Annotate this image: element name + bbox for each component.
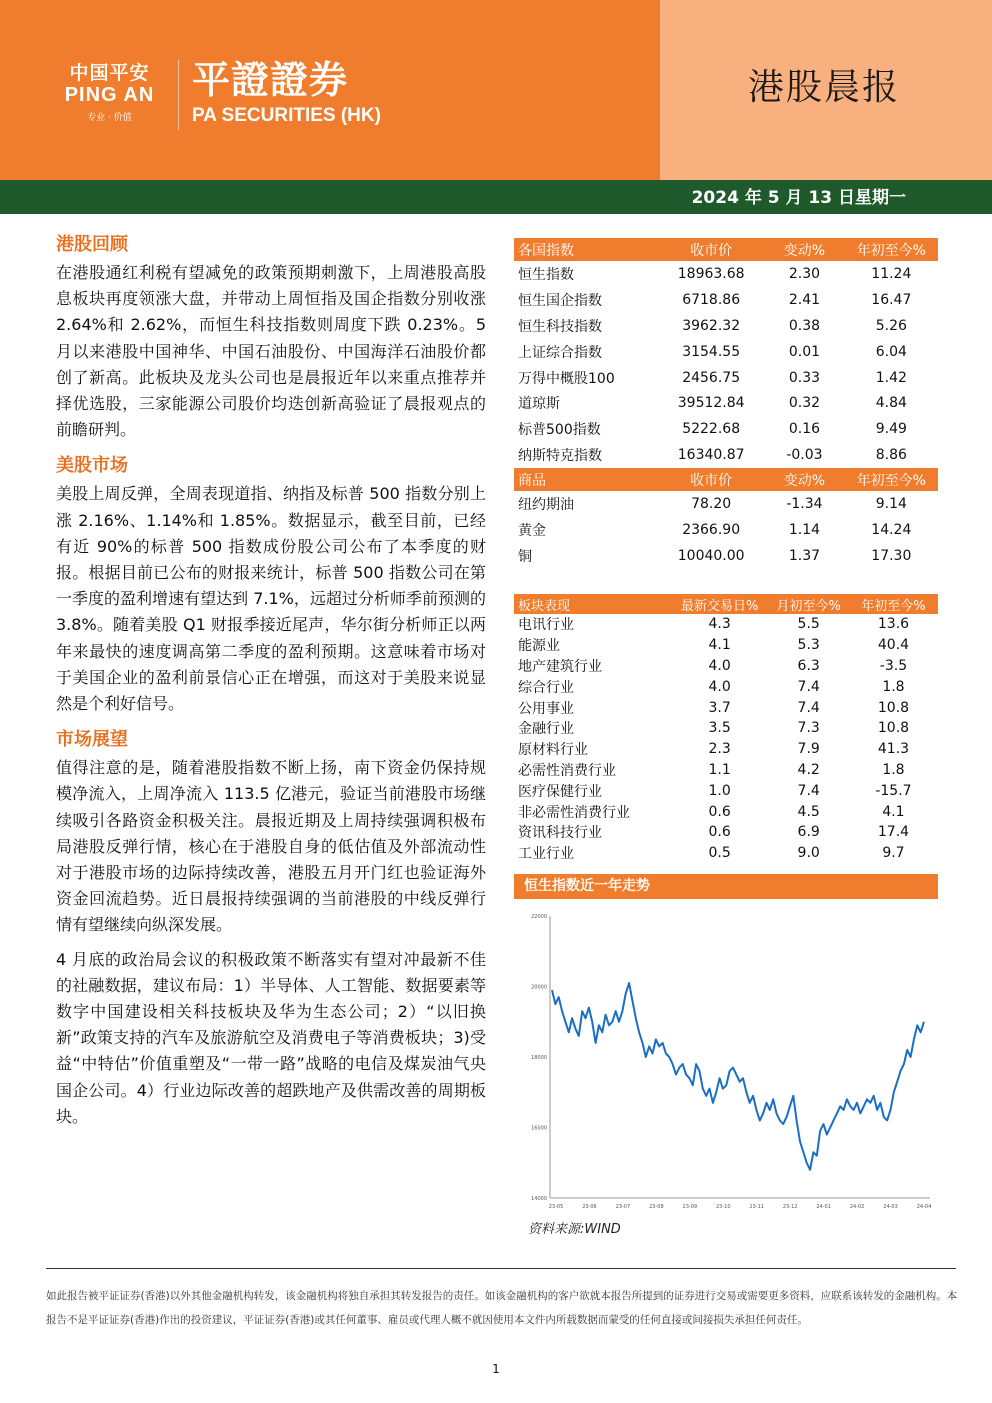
cell-value: 17.30 <box>871 547 912 564</box>
sector-row <box>514 822 938 843</box>
cell-value: 5.3 <box>797 637 820 654</box>
cell-value: 0.01 <box>788 343 821 360</box>
cell-value: 18963.68 <box>677 265 745 282</box>
cell-value: 6718.86 <box>682 291 741 308</box>
section-paragraph: 值得注意的是，随着港股指数不断上扬，南下资金仍保持规模净流入，上周净流入 113.5 亿港元，验证当前港股市场继续吸引各路资金积极关注。晨报近期及上周持续强调积极布局港股反弹行情，核心在于港股自身的低估值及外部流动性对于港股市场的边际持续改善，港股五月开门红也验证海外资金回流趋势。近日晨报持续强调的当前港股的中线反弹行情有望继续向纵深发展。 <box>56 758 486 935</box>
cell-value: 1.14 <box>788 521 821 538</box>
footer-disclaimer: 如此报告被平证证券(香港)以外其他金融机构转发，该金融机构将独自承担其转发报告的责任。如该金融机构的客户欲就本报告所提到的证券进行交易或需要更多资料，应联系该转发的金融机构。本报告不是平证证券(香港)作出的投资建议，平证证券(香港)或其任何董事、雇员或代理人概不就因使用本文件内所载数据而蒙受的任何直接或间接损失承担任何责任。 <box>46 1290 958 1326</box>
cell-value: 4.0 <box>708 678 731 695</box>
x-tick-label: 23-08 <box>649 1204 664 1210</box>
sector-row <box>514 697 938 718</box>
cell-value: 40.4 <box>877 637 910 654</box>
row-label: 综合行业 <box>518 679 574 696</box>
index-row <box>514 442 938 468</box>
column-header: 年初至今% <box>849 594 938 614</box>
pa-securities-logo <box>192 58 381 128</box>
cell-value: 2366.90 <box>682 521 741 538</box>
cell-value: 5222.68 <box>682 421 741 438</box>
sector-row <box>514 843 938 864</box>
index-row <box>514 261 938 287</box>
commodity-table-header <box>514 468 938 491</box>
sector-row <box>514 801 938 822</box>
row-label: 原材料行业 <box>518 742 588 759</box>
cell-value: 13.6 <box>877 616 910 633</box>
main-text-column <box>56 232 486 1136</box>
section-paragraph: 美股上周反弹，全周表现道指、纳指及标普 500 指数分别上涨 2.16%、1.14%和 1.85%。数据显示，截至目前，已经有近 90%的标普 500 指数成份股公司公布了本季度的财报。根据目前已公布的财报来统计，标普 500 指数公司在第一季度的盈利增速有望达到 7.1%，远超过分析师季前预测的 3.8%。随着美股 Q1 财报季接近尾声，华尔街分析师正以两年来最快的速度调高第二季度的盈利预期。这意味着市场对于美国企业的盈利前景信心正在增强，而这对于美股来说显然是个利好信号。 <box>56 484 486 714</box>
sector-table-header <box>514 594 938 614</box>
cell-value: 14.24 <box>871 521 912 538</box>
cell-value: 10.8 <box>877 720 910 737</box>
cell-value: 7.9 <box>797 741 820 758</box>
section-outlook <box>56 727 486 1130</box>
section-paragraph: 在港股通红利税有望减免的政策预期刺激下，上周港股高股息板块再度领涨大盘，并带动上周恒指及国企指数分别收涨 2.64%和 2.62%，而恒生科技指数则周度下跌 0.23%。5 月以来港股中国神华、中国石油股份、中国海洋石油股价都创了新高。此板块及龙头公司也是晨报近年以来重点推荐并择优选股，三家能源公司股价均迭创新高验证了晨报观点的前瞻研判。 <box>56 263 486 440</box>
index-table-panel <box>514 238 938 569</box>
row-label: 能源业 <box>518 638 560 655</box>
cell-value: 5.26 <box>875 317 907 334</box>
row-label: 恒生国企指数 <box>518 292 602 309</box>
cell-value: 4.2 <box>797 761 820 778</box>
commodity-row <box>514 517 938 543</box>
pa-logo-cn: 平證證券 <box>192 58 349 102</box>
cell-value: 16340.87 <box>677 447 745 464</box>
sector-row <box>514 656 938 677</box>
logo-divider <box>178 60 179 130</box>
x-tick-label: 24-03 <box>883 1204 898 1210</box>
index-row <box>514 416 938 442</box>
y-tick-label: 22000 <box>531 914 547 920</box>
cell-value: 10040.00 <box>677 547 745 564</box>
cell-value: 78.20 <box>691 496 732 513</box>
cell-value: 3.5 <box>708 720 731 737</box>
pingan-logo-sub: 专业 · 价值 <box>87 113 132 123</box>
cell-value: 0.5 <box>708 845 731 862</box>
cell-value: 3962.32 <box>682 317 741 334</box>
column-header: 变动% <box>764 238 845 261</box>
chart-source: 资料来源:WIND <box>528 1222 621 1237</box>
column-header: 收市价 <box>658 238 764 261</box>
commodity-table <box>514 468 938 569</box>
cell-value: 7.4 <box>797 678 820 695</box>
section-us-market <box>56 453 486 717</box>
row-label: 纽约期油 <box>518 497 574 514</box>
x-tick-label: 23-09 <box>682 1204 698 1210</box>
column-header: 收市价 <box>658 468 764 491</box>
x-tick-label: 23-05 <box>548 1204 564 1210</box>
cell-value: 1.42 <box>875 369 907 386</box>
column-header: 年初至今% <box>845 238 938 261</box>
cell-value: 7.4 <box>797 782 820 799</box>
row-label: 上证综合指数 <box>518 344 602 361</box>
sector-row <box>514 739 938 760</box>
row-label: 恒生指数 <box>518 266 574 283</box>
row-label: 电讯行业 <box>518 617 574 634</box>
cell-value: 2.3 <box>708 741 731 758</box>
cell-value: 7.4 <box>797 699 820 716</box>
cell-value: 0.6 <box>708 803 731 820</box>
row-label: 非必需性消费行业 <box>518 804 630 821</box>
sector-row <box>514 635 938 656</box>
series-line <box>552 983 924 1170</box>
cell-value: 0.16 <box>788 421 821 438</box>
x-tick-label: 23-10 <box>716 1204 731 1210</box>
cell-value: 9.14 <box>875 496 907 513</box>
chart-panel <box>514 874 938 899</box>
cell-value: 1.8 <box>882 761 905 778</box>
cell-value: 6.3 <box>797 657 820 674</box>
report-date: 2024 年 5 月 13 日星期一 <box>691 188 906 208</box>
cell-value: 16.47 <box>871 291 912 308</box>
cell-value: 4.84 <box>875 395 907 412</box>
x-tick-label: 23-11 <box>749 1204 764 1210</box>
row-label: 道琼斯 <box>518 396 560 413</box>
footer-divider <box>46 1268 956 1269</box>
y-tick-label: 16000 <box>531 1125 547 1132</box>
cell-value: 17.4 <box>877 824 910 841</box>
x-tick-label: 24-01 <box>816 1204 831 1210</box>
cell-value: 41.3 <box>877 741 910 758</box>
y-tick-label: 14000 <box>531 1196 547 1202</box>
cell-value: -15.7 <box>875 782 912 799</box>
row-label: 铜 <box>518 548 532 565</box>
cell-value: 11.24 <box>871 265 912 282</box>
section-heading: 港股回顾 <box>56 234 128 255</box>
cell-value: 10.8 <box>877 699 910 716</box>
row-label: 万得中概股100 <box>518 370 615 387</box>
cell-value: 2.30 <box>788 265 821 282</box>
x-tick-label: 24-02 <box>849 1204 865 1210</box>
cell-value: 4.1 <box>882 803 905 820</box>
cell-value: 1.1 <box>708 761 731 778</box>
cell-value: 9.49 <box>875 421 907 438</box>
index-row <box>514 287 938 313</box>
column-header: 月初至今% <box>768 594 849 614</box>
row-label: 标普500指数 <box>518 422 601 439</box>
column-header: 变动% <box>764 468 845 491</box>
row-label: 医疗保健行业 <box>518 783 602 800</box>
x-tick-label: 24-04 <box>916 1204 932 1210</box>
row-label: 金融行业 <box>518 721 574 738</box>
index-row <box>514 390 938 416</box>
x-tick-label: 23-07 <box>615 1204 631 1210</box>
index-row <box>514 339 938 365</box>
cell-value: -3.5 <box>879 657 908 674</box>
cell-value: 4.3 <box>708 616 731 633</box>
cell-value: 9.7 <box>882 845 905 862</box>
chart-title: 恒生指数近一年走势 <box>514 874 938 899</box>
cell-value: 1.8 <box>882 678 905 695</box>
index-table-header <box>514 238 938 261</box>
column-header: 商品 <box>514 468 658 491</box>
cell-value: 0.38 <box>788 317 821 334</box>
x-tick-label: 23-06 <box>582 1204 597 1210</box>
sector-row <box>514 614 938 635</box>
cell-value: 4.5 <box>797 803 820 820</box>
row-label: 公用事业 <box>518 700 574 717</box>
hsi-chart <box>520 906 938 1216</box>
cell-value: 3.7 <box>708 699 731 716</box>
x-tick-label: 23-12 <box>782 1204 798 1210</box>
cell-value: 6.04 <box>875 343 907 360</box>
pingan-logo-cn: 中国平安 <box>69 62 150 84</box>
row-label: 黄金 <box>518 522 546 539</box>
section-heading: 市场展望 <box>56 729 128 751</box>
row-label: 必需性消费行业 <box>518 762 616 779</box>
cell-value: 6.9 <box>797 824 820 841</box>
row-label: 资讯科技行业 <box>518 825 602 842</box>
y-tick-label: 18000 <box>531 1055 547 1061</box>
pingan-logo <box>52 62 167 124</box>
row-label: 工业行业 <box>518 846 574 863</box>
cell-value: 39512.84 <box>677 395 745 412</box>
hsi-chart-svg <box>520 906 938 1216</box>
sector-table-panel <box>514 594 938 864</box>
report-title: 港股晨报 <box>748 67 901 108</box>
cell-value: 9.0 <box>797 845 820 862</box>
section-paragraph: 4 月底的政治局会议的积极政策不断落实有望对冲最新不佳的社融数据，建议布局：1）半导体、人工智能、数据要素等数字中国建设相关科技板块及华为生态公司；2）“以旧换新”政策支持的汽车及旅游航空及消费电子等消费板块；3)受益“中特估”价值重塑及“一带一路”战略的电信及煤炭油气央国企公司。4）行业边际改善的超跌地产及供需改善的周期板块。 <box>56 949 486 1126</box>
cell-value: 2456.75 <box>682 369 741 386</box>
row-label: 纳斯特克指数 <box>518 448 602 465</box>
cell-value: 2.41 <box>788 291 821 308</box>
cell-value: 0.6 <box>708 824 731 841</box>
cell-value: 3154.55 <box>682 343 741 360</box>
cell-value: 5.5 <box>797 616 820 633</box>
column-header: 最新交易日% <box>671 594 769 614</box>
commodity-row <box>514 491 938 517</box>
cell-value: -1.34 <box>786 496 823 513</box>
y-tick-label: 20000 <box>531 984 547 991</box>
column-header: 板块表现 <box>514 594 671 614</box>
pa-logo-en: PA SECURITIES (HK) <box>192 105 381 126</box>
index-row <box>514 313 938 339</box>
sector-row <box>514 780 938 801</box>
page-number: 1 <box>492 1362 500 1376</box>
cell-value: 1.37 <box>788 547 821 564</box>
cell-value: -0.03 <box>786 447 823 464</box>
column-header: 各国指数 <box>514 238 658 261</box>
sector-table <box>514 594 938 864</box>
cell-value: 0.33 <box>788 369 821 386</box>
section-hk-review <box>56 232 486 443</box>
sector-row <box>514 718 938 739</box>
cell-value: 1.0 <box>708 782 731 799</box>
cell-value: 4.0 <box>708 657 731 674</box>
sector-row <box>514 676 938 697</box>
row-label: 地产建筑行业 <box>518 658 602 675</box>
row-label: 恒生科技指数 <box>518 318 602 335</box>
commodity-row <box>514 543 938 569</box>
cell-value: 8.86 <box>875 447 907 464</box>
section-heading: 美股市场 <box>56 455 128 477</box>
cell-value: 7.3 <box>797 720 820 737</box>
index-row <box>514 365 938 391</box>
pingan-logo-en: PING AN <box>64 84 155 106</box>
column-header: 年初至今% <box>845 468 938 491</box>
cell-value: 0.32 <box>788 395 821 412</box>
cell-value: 4.1 <box>708 637 731 654</box>
index-table <box>514 238 938 468</box>
sector-row <box>514 760 938 781</box>
